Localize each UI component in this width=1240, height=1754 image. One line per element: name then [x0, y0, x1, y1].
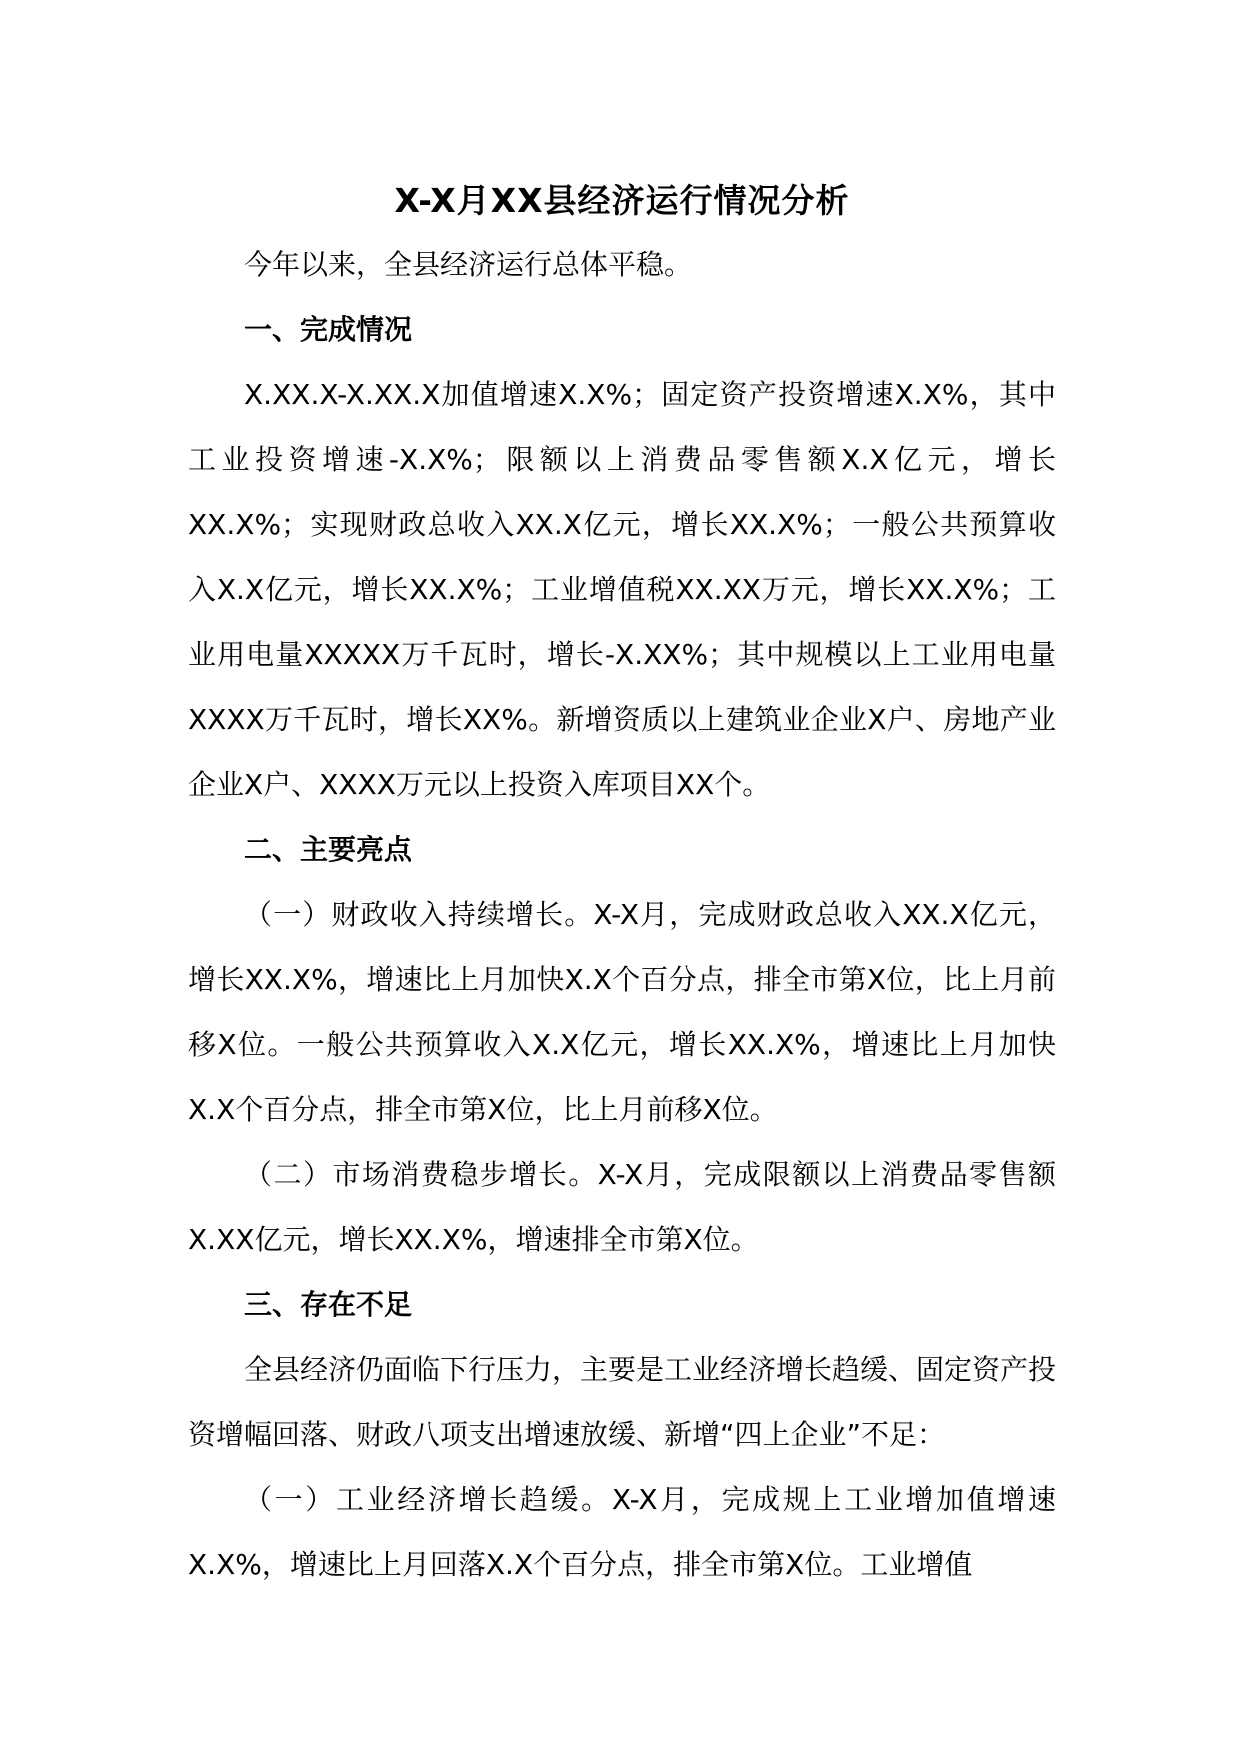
section-heading-completion: 一、完成情况	[244, 313, 413, 346]
fiscal-revenue-paragraph: （一）财政收入持续增长。X-X月，完成财政总收入XX.X亿元，增长XX.X%，增速比上月加快X.X个百分点，排全市第X位，比上月前移X位。一般公共预算收入X.X亿元，增长XX.X%，增速比上月加快X.X个百分点，排全市第X位，比上月前移X位。	[188, 898, 1056, 1126]
consumption-paragraph: （二）市场消费稳步增长。X-X月，完成限额以上消费品零售额X.XX亿元，增长XX.X%，增速排全市第X位。	[188, 1158, 1056, 1256]
industrial-growth-paragraph: （一）工业经济增长趋缓。X-X月，完成规上工业增加值增速X.X%，增速比上月回落X.X个百分点，排全市第X位。工业增值	[188, 1483, 1056, 1581]
section-heading-shortcomings: 三、存在不足	[244, 1288, 413, 1321]
document-title: X-X月XX县经济运行情况分析	[394, 181, 850, 220]
section-heading-highlights: 二、主要亮点	[244, 833, 413, 866]
pressure-paragraph: 全县经济仍面临下行压力，主要是工业经济增长趋缓、固定资产投资增幅回落、财政八项支出增速放缓、新增“四上企业”不足：	[188, 1353, 1057, 1451]
completion-paragraph: X.XX.X-X.XX.X加值增速X.X%；固定资产投资增速X.X%，其中工业投资增速-X.X%；限额以上消费品零售额X.X亿元，增长XX.X%；实现财政总收入XX.X亿元，增长XX.X%；一般公共预算收入X.X亿元，增长XX.X%；工业增值税XX.XX万元，增长XX.X%；工业用电量XXXXX万千瓦时，增长-X.XX%；其中规模以上工业用电量XXXX万千瓦时，增长XX%。新增资质以上建筑业企业X户、房地产业企业X户、XXXX万元以上投资入库项目XX个。	[188, 378, 1056, 801]
document-body	[188, 170, 1056, 1597]
intro-paragraph: 今年以来，全县经济运行总体平稳。	[244, 248, 693, 281]
